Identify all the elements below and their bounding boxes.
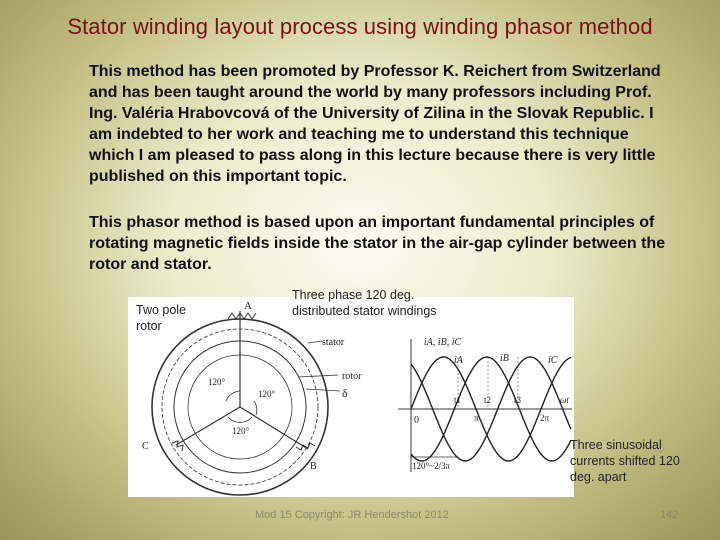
angle-arc-3 [228,417,252,422]
coil-a-symbol [228,313,256,319]
angle-label-3: 120° [232,426,250,436]
rotor-caption-text: Two pole rotor [136,303,187,333]
t2-label: t2 [484,395,492,405]
origin-label: 0 [414,415,419,426]
delta-label: δ [342,386,348,400]
intro-paragraph: This method has been promoted by Professor K. Reichert from Switzerland and has been taught around the world by many professors including Prof. Ing. Valéria Hrabovcová of the University of Zilina in the Slovak Republic. I am indebted to her work and teaching me to understand this technique which I am pleased to pass along in this lecture because there is very little published on this important topic. [89,63,661,185]
curve-labels: iA, iB, iC [424,337,462,348]
curve-label-b: iB [500,353,509,364]
angle-label-1: 120° [208,377,226,387]
curve-label-c: iC [548,355,558,366]
rotor-leader [298,375,338,377]
axis-c [176,407,240,445]
phase-c-label: C [142,441,149,452]
stator-label: stator [322,337,345,348]
t3-label: t3 [514,395,522,405]
sine-caption [570,437,710,485]
curve-label-a: iA [454,355,463,366]
two-pi-label: 2π [540,413,550,423]
page-number: 142 [660,509,679,521]
axis-b [240,407,308,449]
phase-b-label: B [310,461,317,472]
rotor-label: rotor [342,371,362,382]
angle-label-2: 120° [258,389,276,399]
rotor-caption [136,302,196,334]
slide-title: Stator winding layout process using winding phasor method [67,14,653,39]
pi-label: π [474,413,479,423]
delta-leader [306,389,340,391]
angle-arc-2 [254,401,257,415]
t1-label: t1 [454,395,462,405]
phase-a-label: A [244,300,252,312]
phasor-paragraph: This phasor method is based upon an important fundamental principles of rotating magnetic fields inside the stator in the air-gap cylinder between the rotor and stator. [89,214,666,273]
omega-t-label: ωt [560,395,569,405]
sine-caption-text: Three sinusoidal currents shifted 120 deg. apart [570,438,680,484]
stator-leader [308,341,322,343]
angle-arc-1 [226,391,240,401]
shift-label: 120°~2/3π [412,461,451,471]
footer-copyright: Mod 15 Copyright: JR Hendershot 2012 [255,509,449,521]
stator-caption-text: Three phase 120 deg. distributed stator windings [292,288,437,318]
sine-diagram [398,339,572,472]
stator-caption [292,287,462,319]
